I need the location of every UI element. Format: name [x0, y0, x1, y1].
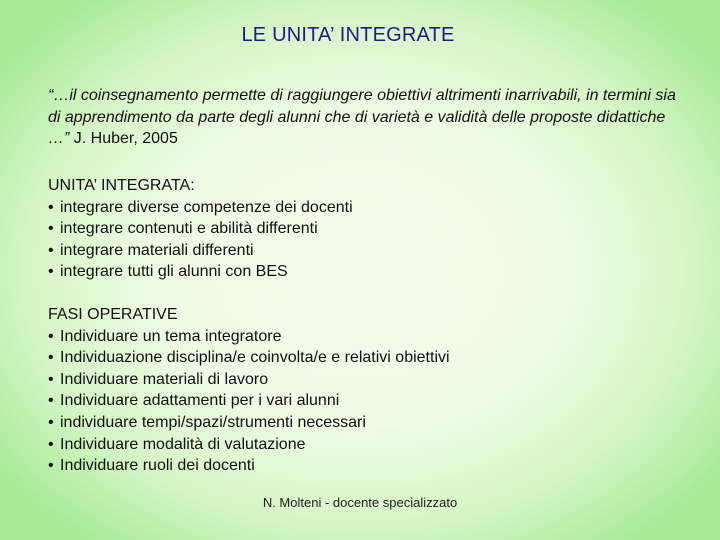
bullet-icon: • — [48, 198, 54, 216]
list-item — [48, 412, 688, 434]
list-item-text: Individuare ruoli dei docenti — [60, 457, 255, 475]
bullet-icon: • — [48, 392, 54, 410]
bullet-icon: • — [48, 370, 54, 388]
slide-title: LE UNITA’ INTEGRATE — [241, 24, 455, 46]
quote-text: “…il coinsegnamento permette di raggiungere obiettivi altrimenti inarrivabili, in termini sia di apprendimento da parte degli alunni che di varietà e validità delle proposte didattiche …” — [48, 87, 676, 147]
list-item-text: integrare contenuti e abilità differenti — [60, 220, 318, 238]
list-item-text: integrare diverse competenze dei docenti — [60, 198, 353, 216]
bullet-icon: • — [48, 327, 54, 345]
bullet-icon: • — [48, 220, 54, 238]
bullet-icon: • — [48, 413, 54, 431]
list-item — [48, 326, 688, 348]
list-item — [48, 369, 688, 391]
fasi-operative-section — [48, 304, 688, 477]
bullet-icon: • — [48, 349, 54, 367]
list-item — [48, 197, 688, 219]
bullet-icon: • — [48, 263, 54, 281]
list-item — [48, 240, 688, 262]
list-item-text: Individuazione disciplina/e coinvolta/e e relativi obiettivi — [60, 349, 450, 367]
footer-credit: N. Molteni - docente specializzato — [262, 495, 458, 510]
bullet-list — [48, 197, 688, 283]
list-item-text: individuare tempi/spazi/strumenti necessari — [60, 413, 366, 431]
section-heading: UNITA’ INTEGRATA: — [48, 177, 195, 194]
section-heading: FASI OPERATIVE — [48, 306, 178, 323]
bullet-icon: • — [48, 457, 54, 475]
list-item-text: Individuare modalità di valutazione — [60, 435, 306, 453]
list-item — [48, 347, 688, 369]
list-item — [48, 261, 688, 283]
bullet-icon: • — [48, 241, 54, 259]
list-item — [48, 218, 688, 240]
bullet-icon: • — [48, 435, 54, 453]
list-item — [48, 434, 688, 456]
bullet-list — [48, 326, 688, 477]
quote-block — [48, 85, 688, 150]
list-item-text: Individuare adattamenti per i vari alunni — [60, 392, 340, 410]
list-item-text: integrare materiali differenti — [60, 241, 254, 259]
list-item — [48, 390, 688, 412]
unita-integrata-section — [48, 175, 688, 283]
quote-attribution: J. Huber, 2005 — [69, 130, 178, 147]
list-item-text: Individuare un tema integratore — [60, 327, 282, 345]
list-item-text: Individuare materiali di lavoro — [60, 370, 269, 388]
list-item-text: integrare tutti gli alunni con BES — [60, 263, 288, 281]
list-item — [48, 455, 688, 477]
